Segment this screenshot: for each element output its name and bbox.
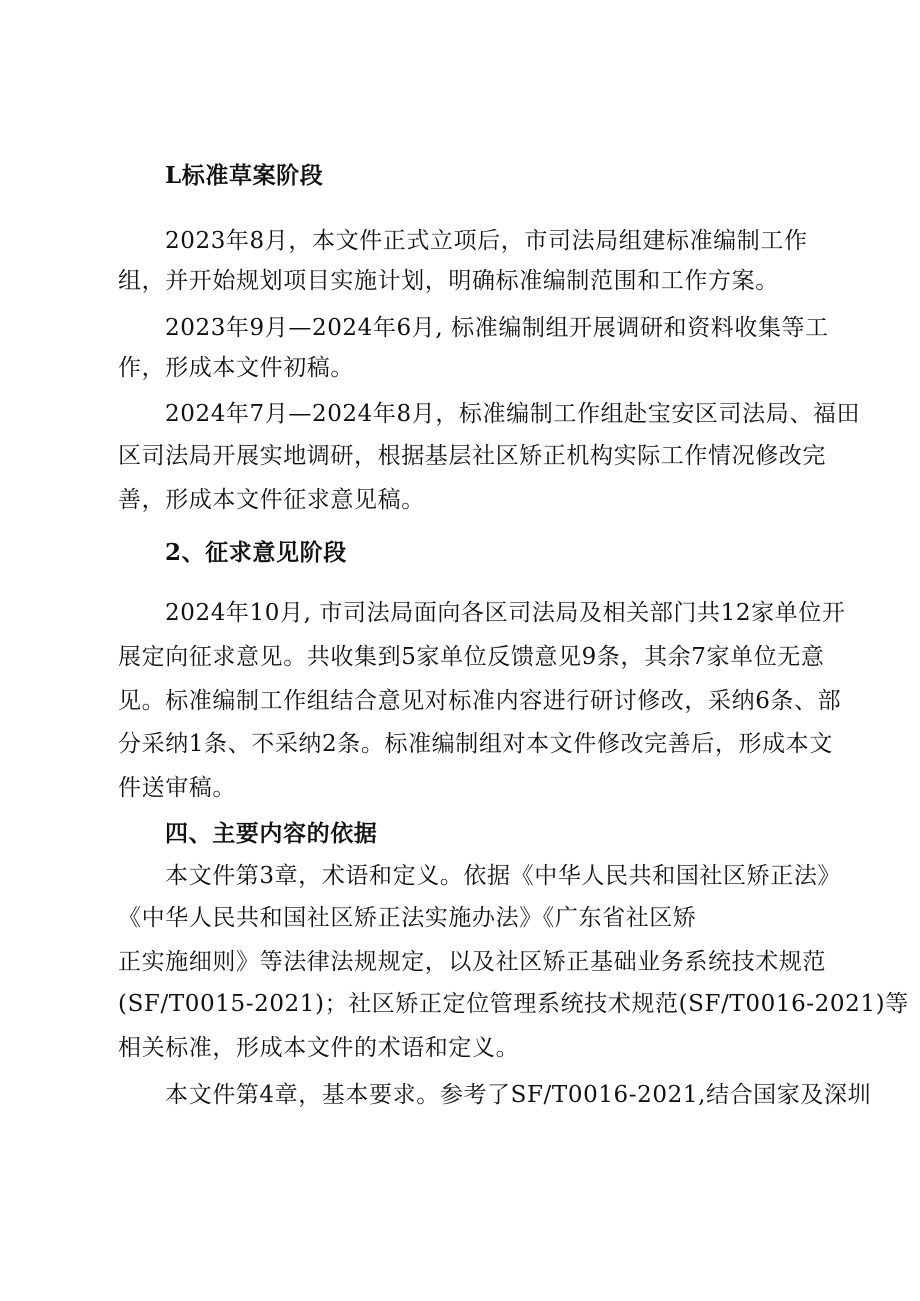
paragraph-line: 《中华人民共和国社区矫正法实施办法》《广东省社区矫 [118, 905, 697, 931]
paragraph-line: 组，并开始规划项目实施计划，明确标准编制范围和工作方案。 [118, 268, 779, 294]
paragraph-line: 件送审稿。 [118, 775, 236, 801]
paragraph-line: 本文件第4章，基本要求。参考了SF/T0016-2021,结合国家及深圳 [165, 1082, 872, 1108]
paragraph-line: 相关标准，形成本文件的术语和定义。 [118, 1035, 520, 1061]
paragraph-line: 作，形成本文件初稿。 [118, 355, 354, 381]
paragraph-line: 正实施细则》等法律法规规定，以及社区矫正基础业务系统技术规范 [118, 949, 826, 975]
paragraph-line: 2023年8月，本文件正式立项后，市司法局组建标准编制工作 [165, 228, 808, 254]
paragraph-line: 区司法局开展实地调研，根据基层社区矫正机构实际工作情况修改完 [118, 443, 826, 469]
paragraph-line: (SF/T0015-2021)；社区矫正定位管理系统技术规范(SF/T0016-2021)等 [118, 991, 909, 1017]
paragraph-line: 展定向征求意见。共收集到5家单位反馈意见9条，其余7家单位无意 [118, 644, 825, 670]
paragraph-line: 本文件第3章，术语和定义。依据《中华人民共和国社区矫正法》 [165, 863, 842, 889]
paragraph-line: 见。标准编制工作组结合意见对标准内容进行研讨修改，采纳6条、部 [118, 688, 842, 714]
paragraph-line: 2023年9月—2024年6月, 标准编制组开展调研和资料收集等工 [165, 315, 829, 341]
paragraph-line: 善，形成本文件征求意见稿。 [118, 487, 425, 513]
section-heading-draft-stage: L标准草案阶段 [165, 162, 324, 189]
section-heading-basis: 四、主要内容的依据 [165, 820, 378, 847]
paragraph-line: 2024年10月, 市司法局面向各区司法局及相关部门共12家单位开 [165, 600, 846, 626]
paragraph-line: 2024年7月—2024年8月，标准编制工作组赴宝安区司法局、福田 [165, 401, 861, 427]
section-heading-consultation-stage: 2、征求意见阶段 [165, 539, 347, 566]
paragraph-line: 分采纳1条、不采纳2条。标准编制组对本文件修改完善后，形成本文 [118, 731, 833, 757]
